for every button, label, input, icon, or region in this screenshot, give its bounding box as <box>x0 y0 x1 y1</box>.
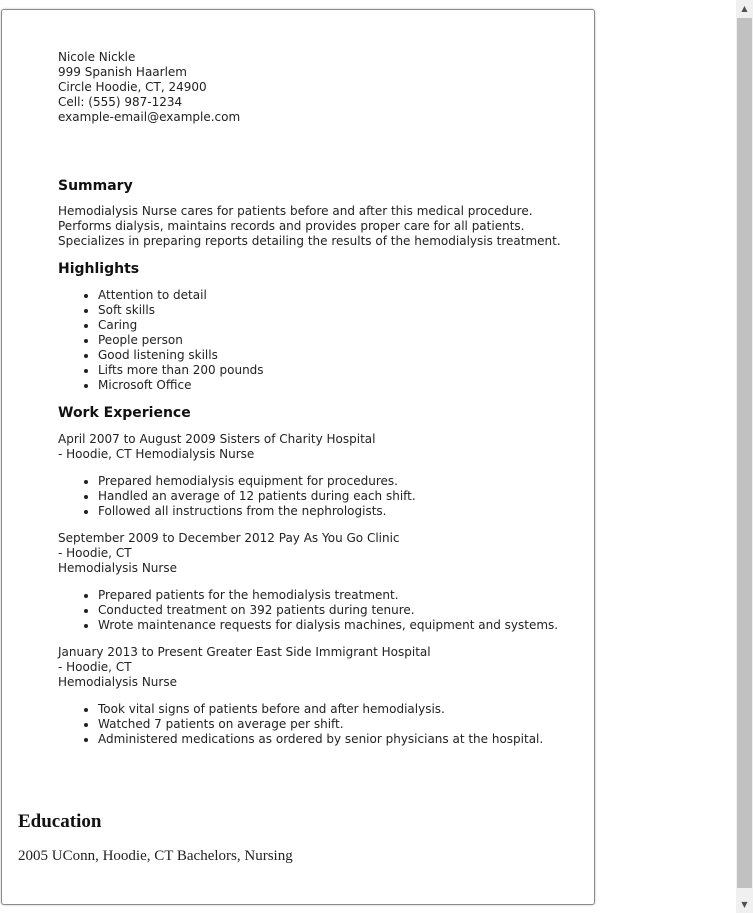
education-heading: Education <box>18 811 102 832</box>
job-title: Hemodialysis Nurse <box>58 561 177 575</box>
scrollbar-thumb[interactable] <box>737 18 752 888</box>
list-item: • Microsoft Office <box>98 378 588 393</box>
contact-street: 999 Spanish Haarlem <box>58 65 187 79</box>
list-item: • Lifts more than 200 pounds <box>98 363 588 378</box>
job-title: Hemodialysis Nurse <box>58 675 177 689</box>
contact-block <box>58 50 588 125</box>
contact-city: Circle Hoodie, CT, 24900 <box>58 80 207 94</box>
list-item: • Prepared patients for the hemodialysis treatment. <box>98 588 588 603</box>
summary-text: Hemodialysis Nurse cares for patients before and after this medical procedure. Performs dialysis, maintains records and provides proper care for all patients. Specializes in preparing reports detailing the results of the hemodialysis treatment. <box>58 204 561 248</box>
scroll-down-arrow-icon[interactable]: ▼ <box>741 900 748 909</box>
job-location: - Hoodie, CT <box>58 546 132 560</box>
list-item: • Followed all instructions from the nephrologists. <box>98 504 588 519</box>
job-entry <box>58 432 588 519</box>
list-item: • Took vital signs of patients before and after hemodialysis. <box>98 702 588 717</box>
contact-email: example-email@example.com <box>58 110 241 124</box>
list-item: • Watched 7 patients on average per shift. <box>98 717 588 732</box>
vertical-scrollbar[interactable] <box>736 0 753 913</box>
resume-page <box>1 9 595 905</box>
job-entry <box>58 531 588 633</box>
job-bullets <box>58 588 588 633</box>
job-dates-employer: January 2013 to Present Greater East Side Immigrant Hospital <box>58 645 431 659</box>
list-item: • Attention to detail <box>98 288 588 303</box>
list-item: • Soft skills <box>98 303 588 318</box>
education-section <box>18 810 578 865</box>
list-item: • Caring <box>98 318 588 333</box>
contact-name: Nicole Nickle <box>58 50 136 64</box>
job-location: - Hoodie, CT <box>58 660 132 674</box>
list-item: • Conducted treatment on 392 patients during tenure. <box>98 603 588 618</box>
list-item: • People person <box>98 333 588 348</box>
highlights-list <box>58 288 588 393</box>
education-entry: 2005 UConn, Hoodie, CT Bachelors, Nursing <box>18 848 293 864</box>
list-item: • Wrote maintenance requests for dialysis machines, equipment and systems. <box>98 618 588 633</box>
job-entry <box>58 645 588 747</box>
contact-cell: Cell: (555) 987-1234 <box>58 95 183 109</box>
list-item: • Administered medications as ordered by senior physicians at the hospital. <box>98 732 588 747</box>
job-bullets <box>58 702 588 747</box>
job-bullets <box>58 474 588 519</box>
scroll-up-arrow-icon[interactable]: ▲ <box>741 4 748 13</box>
highlights-heading: Highlights <box>58 261 140 277</box>
list-item: • Good listening skills <box>98 348 588 363</box>
experience-heading: Work Experience <box>58 405 191 421</box>
job-location-title: - Hoodie, CT Hemodialysis Nurse <box>58 447 255 461</box>
summary-heading: Summary <box>58 178 133 194</box>
resume-content <box>58 50 588 747</box>
job-dates-employer: April 2007 to August 2009 Sisters of Charity Hospital <box>58 432 376 446</box>
list-item: • Prepared hemodialysis equipment for procedures. <box>98 474 588 489</box>
list-item: • Handled an average of 12 patients during each shift. <box>98 489 588 504</box>
job-dates-employer: September 2009 to December 2012 Pay As You Go Clinic <box>58 531 400 545</box>
